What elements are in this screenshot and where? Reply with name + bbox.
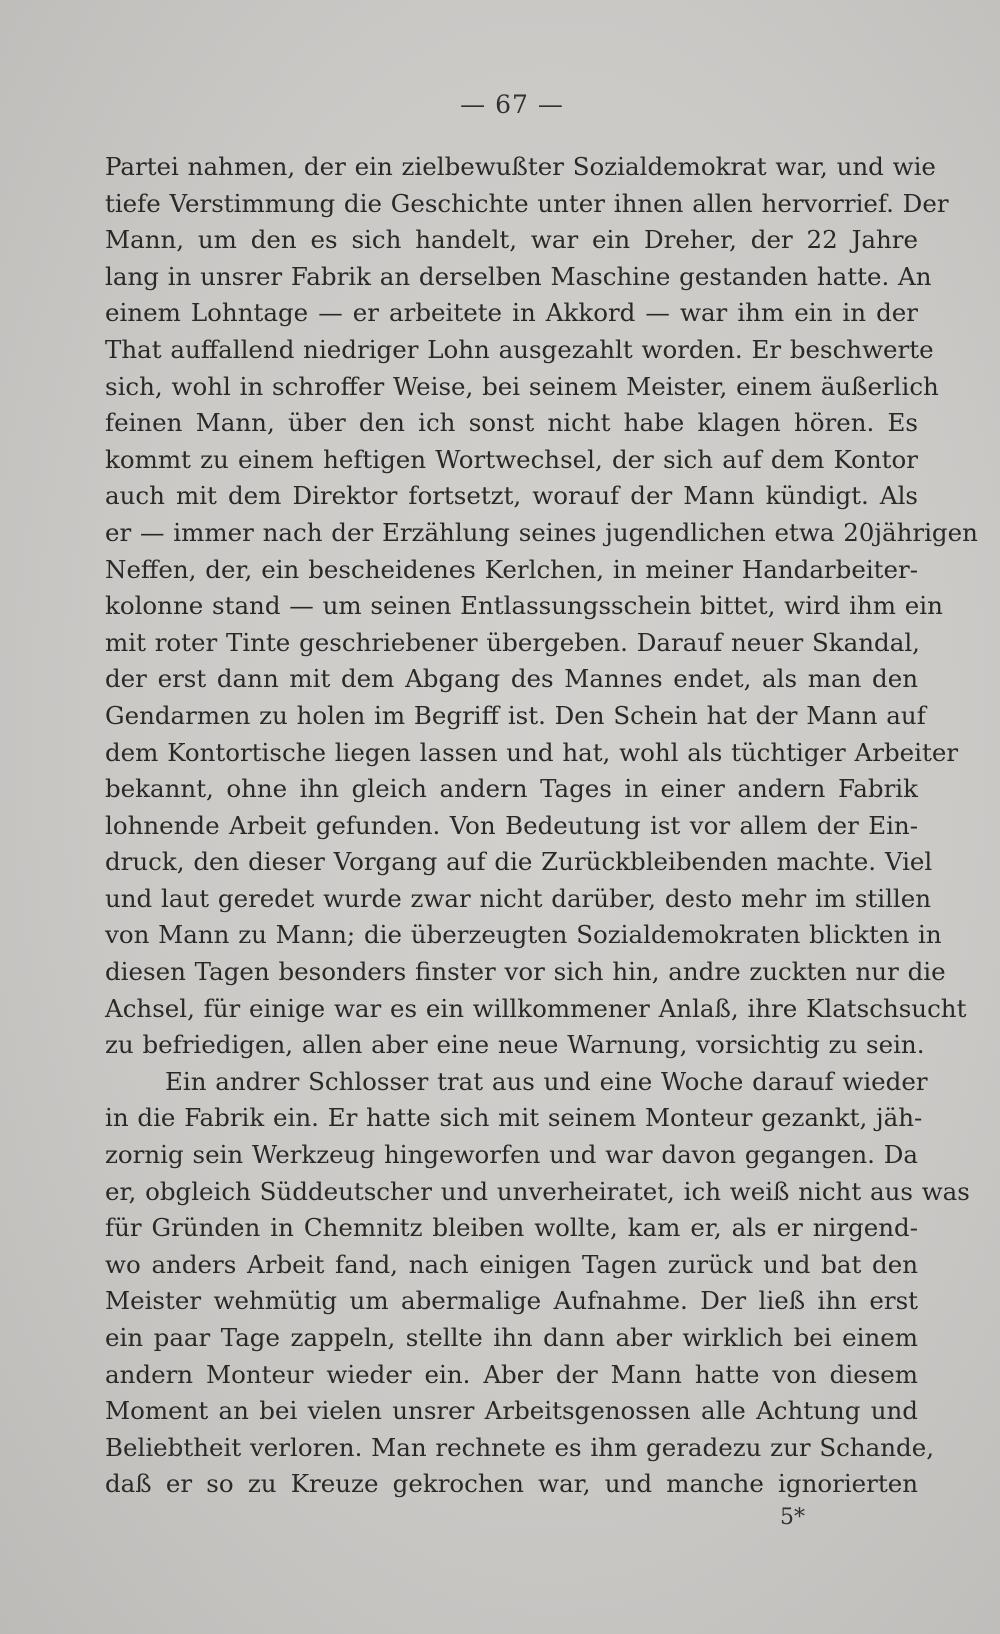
text-line: er — immer nach der Erzählung seines jugendlichen etwa 20jährigen	[105, 517, 978, 547]
text-line: Moment an bei vielen unsrer Arbeitsgenossen alle Achtung und	[105, 1396, 918, 1426]
signature-mark: 5*	[780, 1505, 805, 1530]
text-line: Mann, um den es sich handelt, war ein Dreher, der 22 Jahre	[105, 225, 918, 255]
text-line: er, obgleich Süddeutscher und unverheiratet, ich weiß nicht aus was	[105, 1176, 970, 1206]
text-line: Neffen, der, ein bescheidenes Kerlchen, in meiner Handarbeiter-	[105, 554, 918, 584]
text-line: Achsel, für einige war es ein willkommener Anlaß, ihre Klatschsucht	[105, 993, 967, 1023]
text-line: druck, den dieser Vorgang auf die Zurückbleibenden machte. Viel	[105, 847, 933, 877]
text-line-paragraph-start: Ein andrer Schlosser trat aus und eine Woche darauf wieder	[165, 1066, 928, 1096]
text-line: von Mann zu Mann; die überzeugten Sozialdemokraten blickten in	[105, 920, 942, 950]
text-line: Meister wehmütig um abermalige Aufnahme. Der ließ ihn erst	[105, 1286, 918, 1316]
text-line: mit roter Tinte geschriebener übergeben. Darauf neuer Skandal,	[105, 627, 920, 657]
text-line: diesen Tagen besonders finster vor sich hin, andre zuckten nur die	[105, 957, 946, 987]
text-line: und laut geredet wurde zwar nicht darüber, desto mehr im stillen	[105, 883, 932, 913]
text-line: in die Fabrik ein. Er hatte sich mit seinem Monteur gezankt, jäh-	[105, 1103, 923, 1133]
text-line: feinen Mann, über den ich sonst nicht habe klagen hören. Es	[105, 408, 918, 438]
text-line: Beliebtheit verloren. Man rechnete es ihm geradezu zur Schande,	[105, 1432, 935, 1462]
text-line: That auffallend niedriger Lohn ausgezahlt worden. Er beschwerte	[105, 334, 934, 364]
text-line: andern Monteur wieder ein. Aber der Mann hatte von diesem	[105, 1359, 918, 1389]
text-line: zornig sein Werkzeug hingeworfen und war davon gegangen. Da	[105, 1140, 918, 1170]
body-text	[105, 149, 978, 1503]
text-line: ein paar Tage zappeln, stellte ihn dann aber wirklich bei einem	[105, 1323, 918, 1352]
text-line: lang in unsrer Fabrik an derselben Maschine gestanden hatte. An	[105, 261, 932, 291]
text-line: tiefe Verstimmung die Geschichte unter ihnen allen hervorrief. Der	[105, 188, 949, 218]
text-line: dem Kontortische liegen lassen und hat, wohl als tüchtiger Arbeiter	[105, 737, 959, 767]
text-line: einem Lohntage — er arbeitete in Akkord — war ihm ein in der	[105, 298, 918, 328]
text-line: bekannt, ohne ihn gleich andern Tages in einer andern Fabrik	[105, 774, 918, 804]
text-line: Partei nahmen, der ein zielbewußter Sozialdemokrat war, und wie	[105, 152, 936, 181]
page-number: — 67 —	[460, 90, 564, 119]
text-line: daß er so zu Kreuze gekrochen war, und manche ignorierten	[105, 1469, 918, 1499]
text-line: lohnende Arbeit gefunden. Von Bedeutung ist vor allem der Ein-	[105, 810, 918, 840]
text-line: für Gründen in Chemnitz bleiben wollte, kam er, als er nirgend-	[105, 1213, 918, 1243]
text-line: der erst dann mit dem Abgang des Mannes endet, als man den	[105, 664, 918, 694]
text-line: zu befriedigen, allen aber eine neue Warnung, vorsichtig zu sein.	[105, 1030, 925, 1060]
text-line: kolonne stand — um seinen Entlassungsschein bittet, wird ihm ein	[105, 591, 943, 621]
text-line: sich, wohl in schroffer Weise, bei seinem Meister, einem äußerlich	[105, 371, 939, 401]
text-line: Gendarmen zu holen im Begriff ist. Den Schein hat der Mann auf	[105, 700, 926, 730]
text-line: auch mit dem Direktor fortsetzt, worauf der Mann kündigt. Als	[105, 481, 918, 511]
text-line: kommt zu einem heftigen Wortwechsel, der sich auf dem Kontor	[105, 444, 918, 474]
text-line: wo anders Arbeit fand, nach einigen Tagen zurück und bat den	[105, 1249, 918, 1279]
